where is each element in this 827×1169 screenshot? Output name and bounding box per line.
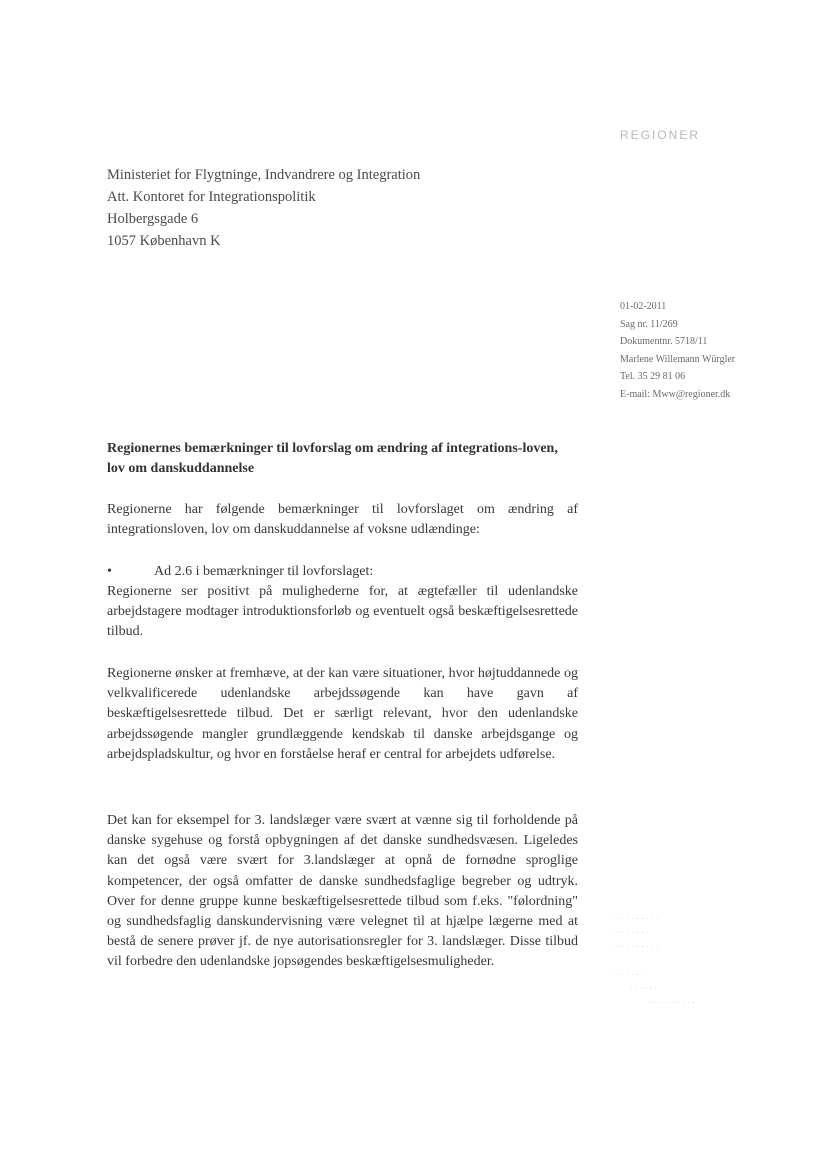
faint-line: · · · · · · (630, 984, 658, 993)
bullet-text: Ad 2.6 i bemærkninger til lovforslaget: (154, 564, 374, 579)
meta-contact-person: Marlene Willemann Würgler (620, 353, 736, 365)
faint-line: · · · · · · · · · · (612, 914, 659, 923)
meta-phone: Tel. 35 29 81 06 (620, 371, 686, 383)
bullet-icon: • (107, 564, 112, 579)
faint-line: · · · · · · · · · · (648, 998, 695, 1007)
paragraph-3: Regionerne ønsker at fremhæve, at der kan være situationer, hvor højtuddannede og velkvalificerede udenlandske arbejdssøgende kan have gavn af beskæftigelsesrettede tilbud. Det er særligt relevant, hvor den udenlandske arbejdssøgende mangler grundlæggende kendskab til danske arbejdsgange og arbejdspladskultur, og hvor en forståelse heraf er central for arbejdets udførelse. (107, 666, 578, 762)
faint-line: · · · · · · · (612, 970, 644, 979)
faint-sidebar-noise (612, 912, 695, 1010)
paragraph-4: Det kan for eksempel for 3. landslæger være svært at vænne sig til forholdende på danske sygehuse og forstå opbygningen af det danske sundhedsvæsen. Ligeledes kan det også være svært for 3.landslæger at opnå de fornødne sproglige kompetencer, der også omfatter de danske sundhedsfaglige begreber og udtryk. Over for denne gruppe kunne beskæftigelsesrettede tilbud som f.eks. "følordning" og sundhedsfaglig danskundervisning være velegnet til at hjælpe lægerne med at bestå de senere prøver jf. de nye autorisationsregler for 3. landslæger. Disse tilbud vil forbedre den udenlandske jopsøgendes beskæftigelsesmuligheder. (107, 813, 578, 970)
paragraph-2: Regionerne ser positivt på mulighederne for, at ægtefæller til udenlandske arbejdstagere modtager introduktionsforløb og eventuelt også beskæftigelsesrettede tilbud. (107, 584, 578, 640)
recipient-address (107, 164, 420, 252)
meta-document-number: Dokumentnr. 5718/11 (620, 336, 708, 348)
regioner-logo: REGIONER (620, 128, 701, 142)
meta-date: 01-02-2011 (620, 301, 667, 312)
intro-paragraph: Regionerne har følgende bemærkninger til lovforslaget om ændring af integrationsloven, lov om danskuddannelse af voksne udlændinge: (107, 502, 578, 538)
faint-line: · · · · · · · · (612, 928, 649, 937)
meta-email: E-mail: Mww@regioner.dk (620, 388, 731, 400)
meta-case-number: Sag nr. 11/269 (620, 318, 678, 330)
recipient-line: Att. Kontoret for Integrationspolitik (107, 189, 316, 205)
letter-heading: Regionernes bemærkninger til lovforslag om ændring af integrations-loven, lov om danskuddannelse (107, 441, 558, 476)
recipient-line: Holbergsgade 6 (107, 211, 199, 227)
document-meta (620, 298, 735, 404)
recipient-line: 1057 København K (107, 233, 221, 249)
recipient-line: Ministeriet for Flygtninge, Indvandrere og Integration (107, 167, 421, 183)
faint-line: · · · · · · · · · · (612, 942, 659, 951)
